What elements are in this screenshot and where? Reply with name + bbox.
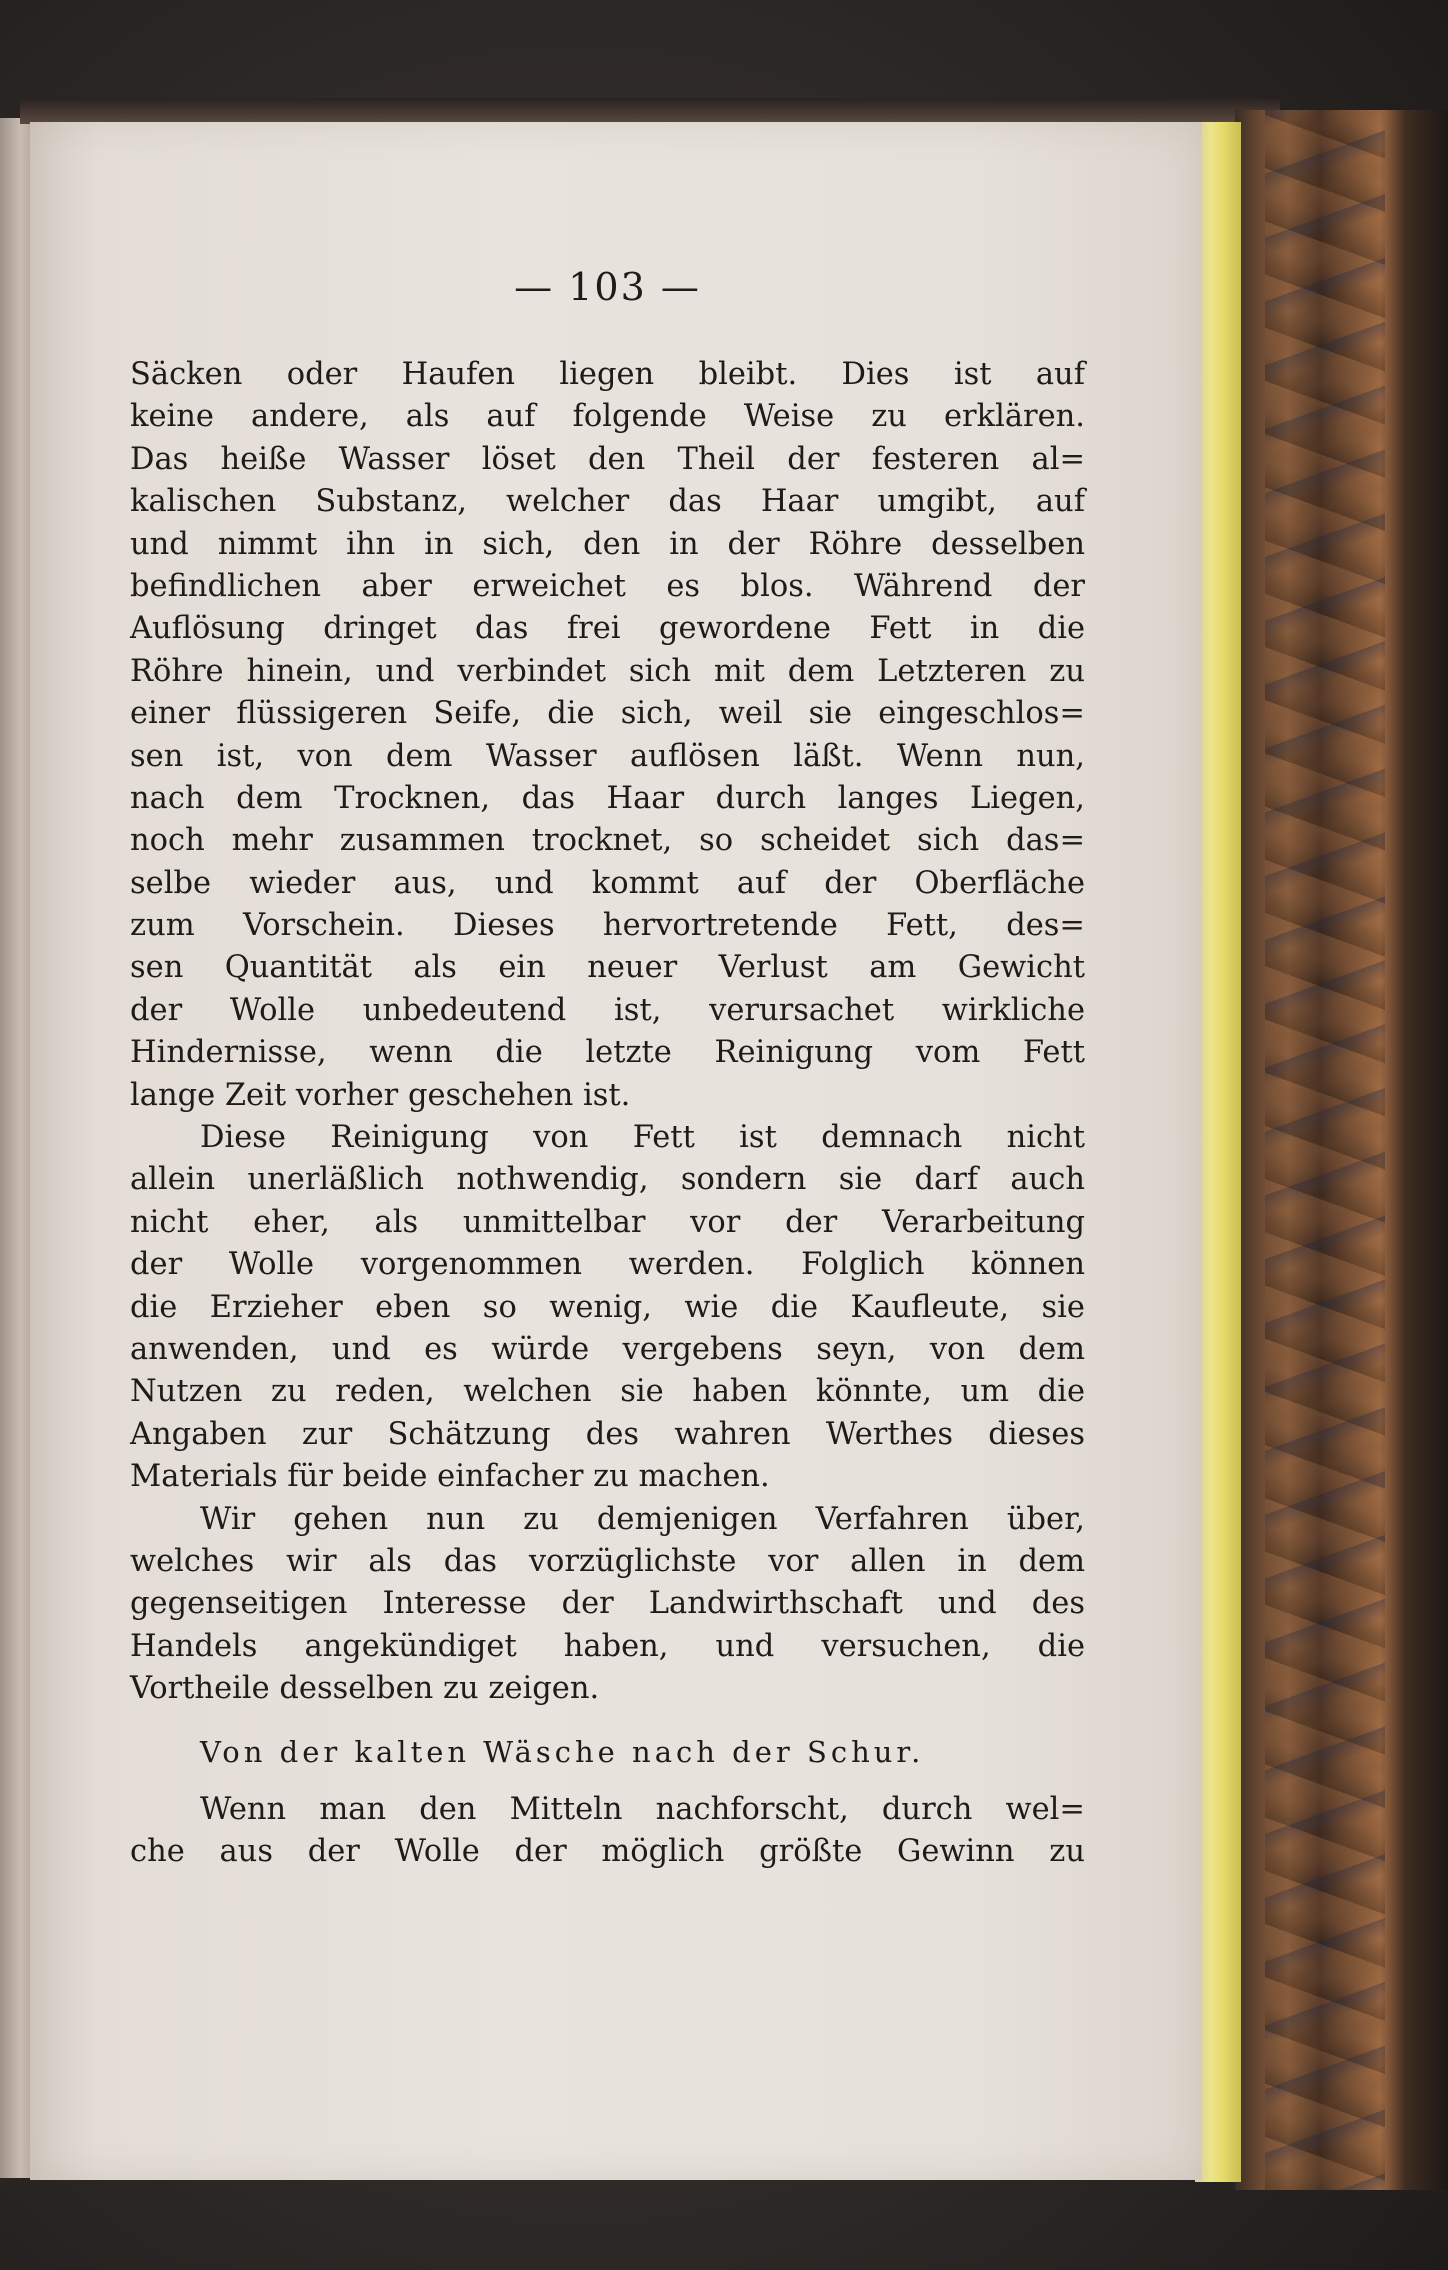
text-line: selbe wieder aus, und kommt auf der Oberfläche [130, 865, 1085, 901]
text-line: befindlichen aber erweichet es blos. Während der [130, 568, 1085, 604]
text-line: sen Quantität als ein neuer Verlust am Gewicht [130, 950, 1085, 986]
section-heading: Von der kalten Wäsche nach der Schur. [200, 1734, 925, 1769]
text-line: Materials für beide einfacher zu machen. [130, 1459, 770, 1495]
text-line: kalischen Substanz, welcher das Haar umgibt, auf [130, 484, 1085, 520]
text-line: einer flüssigeren Seife, die sich, weil sie eingeschlos= [130, 696, 1085, 732]
text-line: sen ist, von dem Wasser auflösen läßt. Wenn nun, [130, 738, 1085, 774]
text-line: noch mehr zusammen trocknet, so scheidet sich das= [130, 823, 1085, 859]
text-line: welches wir als das vorzüglichste vor allen in dem [130, 1543, 1085, 1579]
text-line: die Erzieher eben so wenig, wie die Kaufleute, sie [130, 1289, 1085, 1325]
text-line: Handels angekündiget haben, und versuchen, die [130, 1628, 1085, 1664]
text-line: Auflösung dringet das frei gewordene Fett in die [130, 611, 1085, 647]
text-line: Säcken oder Haufen liegen bleibt. Dies ist auf [130, 357, 1085, 392]
text-line: Wenn man den Mitteln nachforscht, durch wel= [200, 1791, 1085, 1827]
text-line: Hindernisse, wenn die letzte Reinigung vom Fett [130, 1035, 1085, 1071]
text-line: nach dem Trocknen, das Haar durch langes Liegen, [130, 780, 1085, 816]
page-number: — 103 — [514, 265, 701, 309]
text-line: Nutzen zu reden, welchen sie haben könnte, um die [130, 1374, 1085, 1410]
text-line: der Wolle vorgenommen werden. Folglich können [130, 1247, 1085, 1283]
text-line: Vortheile desselben zu zeigen. [130, 1671, 600, 1707]
text-lines [130, 354, 1085, 1874]
text-line: Wir gehen nun zu demjenigen Verfahren über, [200, 1501, 1085, 1537]
text-line: anwenden, und es würde vergebens seyn, von dem [130, 1331, 1085, 1367]
text-line: Röhre hinein, und verbindet sich mit dem Letzteren zu [130, 653, 1085, 689]
text-line: zum Vorschein. Dieses hervortretende Fett, des= [130, 908, 1085, 944]
book-page [30, 122, 1202, 2180]
text-line: gegenseitigen Interesse der Landwirthschaft und des [130, 1586, 1085, 1622]
book-top-edge [20, 98, 1280, 124]
previous-page-edge [0, 118, 34, 2178]
text-line: und nimmt ihn in sich, den in der Röhre desselben [130, 526, 1085, 562]
text-line: Angaben zur Schätzung des wahren Werthes dieses [130, 1416, 1085, 1452]
marbled-cover [1235, 110, 1448, 2190]
text-line: lange Zeit vorher geschehen ist. [130, 1077, 631, 1113]
text-line: Diese Reinigung von Fett ist demnach nicht [200, 1120, 1085, 1156]
text-line: keine andere, als auf folgende Weise zu erklären. [130, 399, 1085, 435]
text-line: der Wolle unbedeutend ist, verursachet wirkliche [130, 992, 1085, 1028]
text-line: nicht eher, als unmittelbar vor der Verarbeitung [130, 1204, 1085, 1240]
text-line: che aus der Wolle der möglich größte Gewinn zu [130, 1834, 1085, 1870]
text-line: Das heiße Wasser löset den Theil der festeren al= [130, 441, 1085, 477]
text-line: allein unerläßlich nothwendig, sondern sie darf auch [130, 1162, 1085, 1198]
